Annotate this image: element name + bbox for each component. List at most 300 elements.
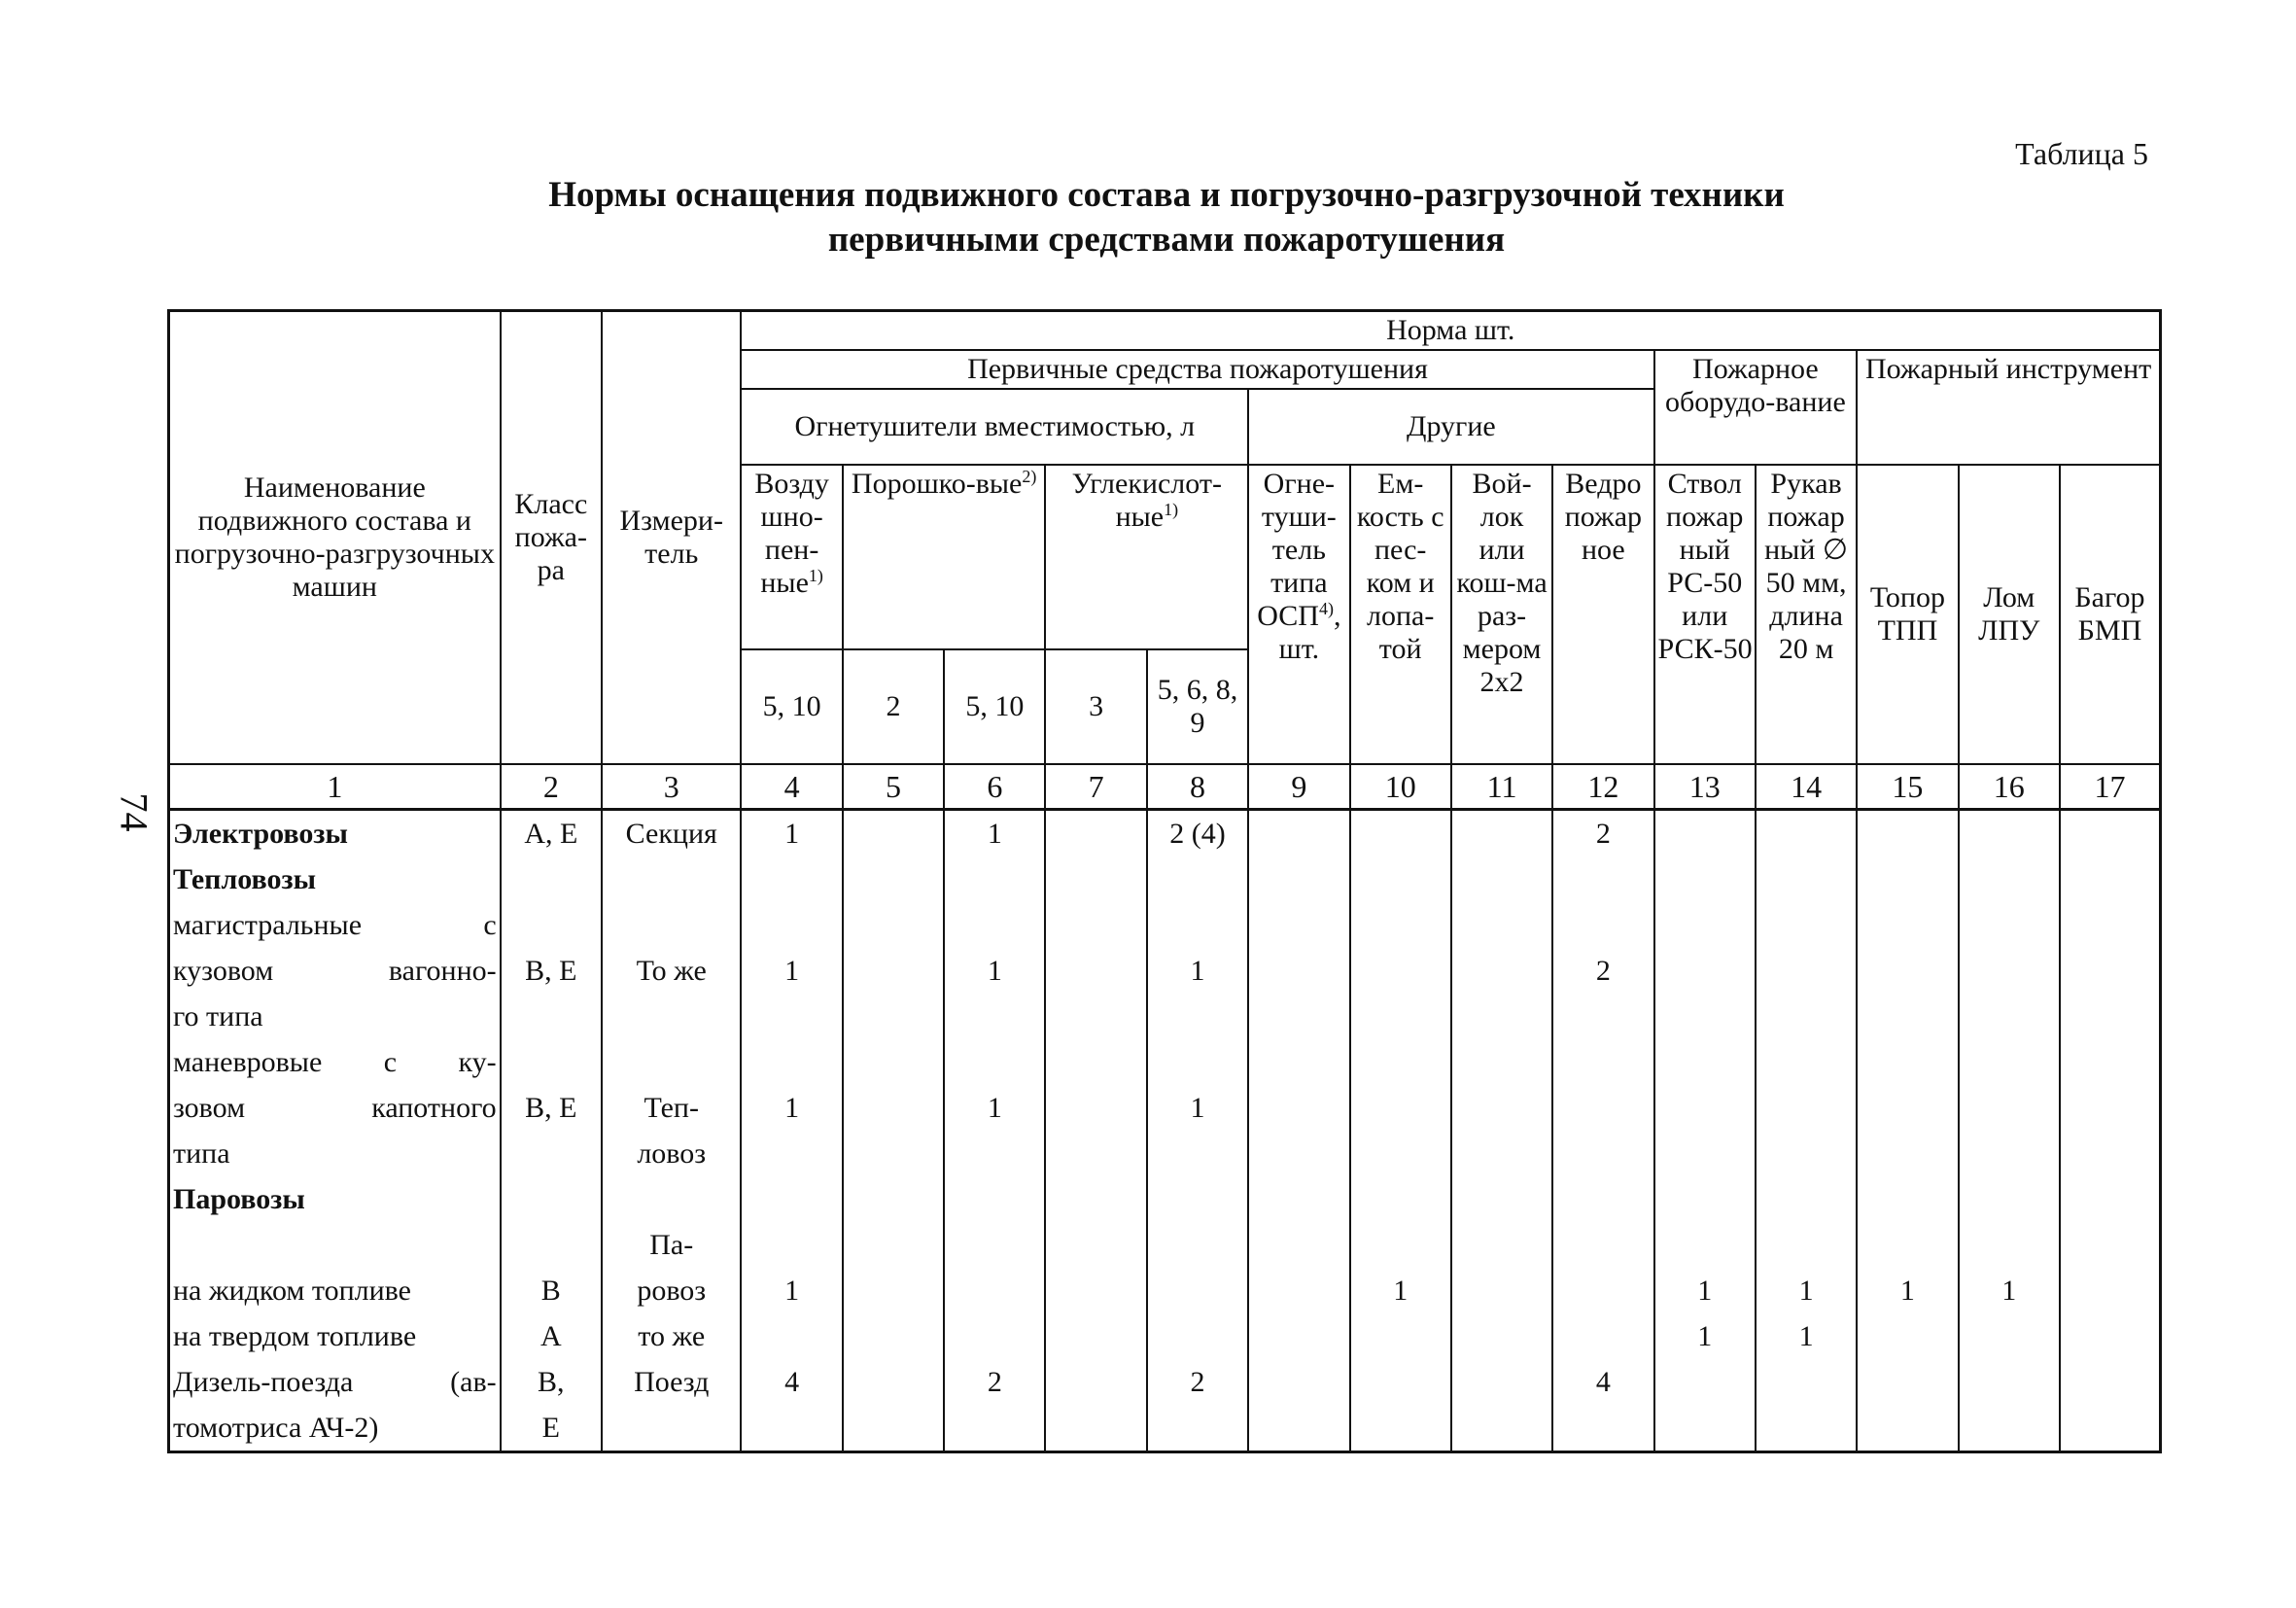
row-name-cell: Паровозы	[169, 1176, 501, 1222]
norm-cell-col-15	[1857, 1085, 1958, 1131]
norm-cell-col-4: 1	[741, 1268, 842, 1313]
norm-cell-col-13	[1654, 1039, 1756, 1085]
header-air-foam-text: Возду шно-пен-ные	[754, 468, 829, 599]
norm-cell-col-9	[1248, 1313, 1349, 1359]
row-measure-cell: ровоз	[602, 1268, 741, 1313]
norm-cell-col-14	[1756, 856, 1857, 902]
norm-cell-col-4	[741, 1313, 842, 1359]
norm-cell-col-12	[1552, 1039, 1653, 1085]
row-measure-cell: Па-	[602, 1222, 741, 1268]
norm-cell-col-13: 1	[1654, 1313, 1756, 1359]
norm-cell-col-17	[2060, 1131, 2161, 1176]
norm-cell-col-8	[1147, 1405, 1248, 1452]
norm-cell-col-14	[1756, 1176, 1857, 1222]
norm-cell-col-6: 1	[944, 1085, 1045, 1131]
row-measure-cell: Секция	[602, 810, 741, 857]
norm-cell-col-16	[1959, 948, 2060, 994]
norm-cell-col-16	[1959, 1131, 2060, 1176]
norm-cell-col-7	[1045, 856, 1146, 902]
norm-cell-col-6: 1	[944, 810, 1045, 857]
norm-cell-col-13: 1	[1654, 1268, 1756, 1313]
header-bucket: Ведро пожар ное	[1552, 465, 1653, 764]
row-name-cell: Тепловозы	[169, 856, 501, 902]
norm-cell-col-4	[741, 1039, 842, 1085]
norm-cell-col-16	[1959, 1176, 2060, 1222]
norm-cell-col-5	[843, 1039, 944, 1085]
norm-cell-col-11	[1451, 1131, 1552, 1176]
norm-cell-col-4	[741, 994, 842, 1039]
norm-cell-col-13	[1654, 1222, 1756, 1268]
header-fire-tools: Пожарный инструмент	[1857, 350, 2160, 465]
column-number: 10	[1350, 764, 1451, 810]
norm-cell-col-11	[1451, 948, 1552, 994]
row-measure-cell: то же	[602, 1313, 741, 1359]
norm-cell-col-4: 1	[741, 1085, 842, 1131]
column-number: 1	[169, 764, 501, 810]
header-osp-unit: , шт.	[1278, 600, 1341, 665]
row-measure-cell: Теп-	[602, 1085, 741, 1131]
norm-cell-col-8	[1147, 1268, 1248, 1313]
header-volume-5: 2	[843, 649, 944, 764]
norm-cell-col-7	[1045, 1085, 1146, 1131]
norm-cell-col-14	[1756, 1405, 1857, 1452]
norm-cell-col-10	[1350, 856, 1451, 902]
norm-cell-col-4	[741, 1405, 842, 1452]
row-measure-cell: ловоз	[602, 1131, 741, 1176]
header-volume-7: 3	[1045, 649, 1146, 764]
norm-cell-col-15	[1857, 1359, 1958, 1405]
norm-cell-col-4	[741, 902, 842, 948]
row-class-cell	[501, 1131, 602, 1176]
norm-cell-col-6	[944, 1176, 1045, 1222]
norm-cell-col-14	[1756, 994, 1857, 1039]
norm-cell-col-8: 1	[1147, 948, 1248, 994]
norm-cell-col-16	[1959, 1222, 2060, 1268]
norm-cell-col-8: 2 (4)	[1147, 810, 1248, 857]
table-row	[169, 1405, 2161, 1452]
table-number: Таблица 5	[2015, 136, 2148, 171]
norm-cell-col-16	[1959, 1405, 2060, 1452]
norm-cell-col-8	[1147, 1176, 1248, 1222]
norm-cell-col-15	[1857, 1405, 1958, 1452]
column-number-row	[169, 764, 2161, 810]
header-air-foam-sup: 1)	[808, 566, 823, 585]
header-volume-4: 5, 10	[741, 649, 842, 764]
norm-cell-col-10	[1350, 1085, 1451, 1131]
norm-cell-col-6	[944, 1131, 1045, 1176]
column-number: 3	[602, 764, 741, 810]
norm-cell-col-10	[1350, 902, 1451, 948]
norm-cell-col-13	[1654, 856, 1756, 902]
norm-cell-col-13	[1654, 1359, 1756, 1405]
norm-cell-col-17	[2060, 1268, 2161, 1313]
table-row	[169, 1085, 2161, 1131]
header-co2-text: Углекислот-ные	[1071, 468, 1222, 533]
norm-cell-col-15	[1857, 994, 1958, 1039]
row-measure-cell	[602, 902, 741, 948]
column-number: 12	[1552, 764, 1653, 810]
column-number: 17	[2060, 764, 2161, 810]
row-class-cell: В,	[501, 1359, 602, 1405]
header-powder	[843, 465, 1046, 649]
row-class-cell	[501, 1222, 602, 1268]
table-row	[169, 1039, 2161, 1085]
row-class-cell	[501, 994, 602, 1039]
header-nozzle: Ствол пожар ный РС-50 или РСК-50	[1654, 465, 1756, 764]
title-line-1: Нормы оснащения подвижного состава и погрузочно-разгрузочной техники	[548, 175, 1785, 215]
norm-cell-col-12	[1552, 902, 1653, 948]
norm-cell-col-6	[944, 1222, 1045, 1268]
norm-cell-col-9	[1248, 1039, 1349, 1085]
norm-cell-col-7	[1045, 994, 1146, 1039]
header-volume-6: 5, 10	[944, 649, 1045, 764]
norm-cell-col-12	[1552, 856, 1653, 902]
header-hook: Багор БМП	[2060, 465, 2161, 764]
norm-cell-col-7	[1045, 1313, 1146, 1359]
norm-cell-col-14: 1	[1756, 1268, 1857, 1313]
norm-cell-col-11	[1451, 810, 1552, 857]
row-name-cell: томотриса АЧ-2)	[169, 1405, 501, 1452]
norm-cell-col-12	[1552, 1313, 1653, 1359]
header-norm: Норма шт.	[741, 311, 2160, 351]
row-class-cell: А	[501, 1313, 602, 1359]
header-name: Наименование подвижного состава и погрузочно-разгрузочных машин	[169, 311, 501, 765]
norm-cell-col-17	[2060, 856, 2161, 902]
table-row	[169, 810, 2161, 857]
norm-cell-col-4	[741, 1222, 842, 1268]
norm-cell-col-15	[1857, 810, 1958, 857]
header-air-foam	[741, 465, 842, 649]
norm-cell-col-12	[1552, 1222, 1653, 1268]
row-name-cell: Электровозы	[169, 810, 501, 857]
norm-cell-col-11	[1451, 994, 1552, 1039]
norm-cell-col-4	[741, 856, 842, 902]
table-row	[169, 948, 2161, 994]
norm-cell-col-5	[843, 1176, 944, 1222]
header-axe: Топор ТПП	[1857, 465, 1958, 764]
norm-cell-col-9	[1248, 1268, 1349, 1313]
norm-cell-col-6: 2	[944, 1359, 1045, 1405]
norm-cell-col-9	[1248, 856, 1349, 902]
norm-cell-col-6	[944, 994, 1045, 1039]
norm-cell-col-17	[2060, 1176, 2161, 1222]
row-name-cell: маневровые с ку-	[169, 1039, 501, 1085]
header-co2	[1045, 465, 1248, 649]
table-row	[169, 856, 2161, 902]
norm-cell-col-13	[1654, 902, 1756, 948]
norm-cell-col-12	[1552, 1176, 1653, 1222]
row-name-cell: кузовом вагонно-	[169, 948, 501, 994]
column-number: 7	[1045, 764, 1146, 810]
norm-cell-col-4: 1	[741, 948, 842, 994]
norm-cell-col-6	[944, 1039, 1045, 1085]
norm-cell-col-17	[2060, 1039, 2161, 1085]
norm-cell-col-16	[1959, 1039, 2060, 1085]
norm-cell-col-8	[1147, 902, 1248, 948]
norm-cell-col-4: 4	[741, 1359, 842, 1405]
norm-cell-col-15: 1	[1857, 1268, 1958, 1313]
norm-cell-col-16	[1959, 902, 2060, 948]
norm-cell-col-11	[1451, 1359, 1552, 1405]
norm-cell-col-9	[1248, 1176, 1349, 1222]
norm-cell-col-14: 1	[1756, 1313, 1857, 1359]
row-name-cell: го типа	[169, 994, 501, 1039]
norm-cell-col-15	[1857, 1131, 1958, 1176]
norm-cell-col-7	[1045, 1268, 1146, 1313]
norm-cell-col-13	[1654, 1085, 1756, 1131]
row-name-cell: на жидком топливе	[169, 1268, 501, 1313]
header-felt: Вой-лок или кош-ма раз-мером 2х2	[1451, 465, 1552, 764]
row-name-cell: зовом капотного	[169, 1085, 501, 1131]
row-class-cell: А, Е	[501, 810, 602, 857]
norm-cell-col-6	[944, 1268, 1045, 1313]
norm-cell-col-12	[1552, 1405, 1653, 1452]
norm-cell-col-9	[1248, 1085, 1349, 1131]
norm-cell-col-12: 4	[1552, 1359, 1653, 1405]
norm-cell-col-14	[1756, 902, 1857, 948]
row-measure-cell: То же	[602, 948, 741, 994]
norm-cell-col-7	[1045, 1176, 1146, 1222]
row-class-cell: В, Е	[501, 948, 602, 994]
norm-cell-col-11	[1451, 1222, 1552, 1268]
norm-cell-col-16	[1959, 1085, 2060, 1131]
norm-cell-col-4	[741, 1131, 842, 1176]
norm-cell-col-16: 1	[1959, 1268, 2060, 1313]
norm-cell-col-9	[1248, 994, 1349, 1039]
norm-cell-col-9	[1248, 948, 1349, 994]
norm-cell-col-17	[2060, 1222, 2161, 1268]
norm-cell-col-14	[1756, 1039, 1857, 1085]
norm-cell-col-15	[1857, 1313, 1958, 1359]
norm-cell-col-14	[1756, 810, 1857, 857]
norm-cell-col-14	[1756, 1085, 1857, 1131]
row-class-cell: Е	[501, 1405, 602, 1452]
norm-cell-col-13	[1654, 994, 1756, 1039]
header-primary: Первичные средства пожаротушения	[741, 350, 1653, 389]
norm-cell-col-7	[1045, 1222, 1146, 1268]
norm-cell-col-9	[1248, 1222, 1349, 1268]
norm-cell-col-7	[1045, 1039, 1146, 1085]
column-number: 16	[1959, 764, 2060, 810]
norm-cell-col-9	[1248, 902, 1349, 948]
table-row	[169, 994, 2161, 1039]
header-osp-text: Огне-туши-тель типа ОСП	[1257, 468, 1337, 632]
norm-cell-col-8	[1147, 1313, 1248, 1359]
row-name-cell: на твердом топливе	[169, 1313, 501, 1359]
column-number: 14	[1756, 764, 1857, 810]
column-number: 9	[1248, 764, 1349, 810]
norm-cell-col-12: 2	[1552, 948, 1653, 994]
norm-cell-col-9	[1248, 1131, 1349, 1176]
norm-cell-col-10	[1350, 1313, 1451, 1359]
norm-cell-col-10: 1	[1350, 1268, 1451, 1313]
row-measure-cell	[602, 1405, 741, 1452]
row-measure-cell	[602, 1039, 741, 1085]
norm-cell-col-15	[1857, 1039, 1958, 1085]
norm-cell-col-17	[2060, 902, 2161, 948]
norm-cell-col-5	[843, 856, 944, 902]
column-number: 5	[843, 764, 944, 810]
header-hose: Рукав пожар ный ∅ 50 мм, длина 20 м	[1756, 465, 1857, 764]
norm-cell-col-14	[1756, 1222, 1857, 1268]
norm-cell-col-16	[1959, 994, 2060, 1039]
row-name-cell: типа	[169, 1131, 501, 1176]
row-class-cell: В	[501, 1268, 602, 1313]
norm-cell-col-10	[1350, 1039, 1451, 1085]
norm-cell-col-12	[1552, 1131, 1653, 1176]
page-number: 74	[112, 792, 157, 832]
norm-cell-col-9	[1248, 810, 1349, 857]
norm-cell-col-15	[1857, 856, 1958, 902]
norm-cell-col-17	[2060, 1085, 2161, 1131]
norm-cell-col-4	[741, 1176, 842, 1222]
norm-cell-col-17	[2060, 948, 2161, 994]
table-row	[169, 1268, 2161, 1313]
table-row	[169, 1222, 2161, 1268]
norm-cell-col-10	[1350, 1405, 1451, 1452]
column-number: 15	[1857, 764, 1958, 810]
row-class-cell	[501, 1176, 602, 1222]
norm-cell-col-5	[843, 1268, 944, 1313]
norm-cell-col-5	[843, 810, 944, 857]
norm-cell-col-6	[944, 1313, 1045, 1359]
norm-cell-col-12	[1552, 1085, 1653, 1131]
column-number: 8	[1147, 764, 1248, 810]
norm-cell-col-6	[944, 902, 1045, 948]
norm-cell-col-5	[843, 1085, 944, 1131]
norm-cell-col-16	[1959, 1359, 2060, 1405]
column-number: 13	[1654, 764, 1756, 810]
header-measure: Измери-тель	[602, 311, 741, 765]
norm-cell-col-13	[1654, 1405, 1756, 1452]
row-measure-cell: Поезд	[602, 1359, 741, 1405]
header-volume-8: 5, 6, 8, 9	[1147, 649, 1248, 764]
row-class-cell	[501, 902, 602, 948]
row-class-cell: В, Е	[501, 1085, 602, 1131]
norm-cell-col-10	[1350, 1359, 1451, 1405]
norm-cell-col-8	[1147, 1039, 1248, 1085]
norm-cell-col-7	[1045, 948, 1146, 994]
table-row	[169, 1131, 2161, 1176]
norm-cell-col-10	[1350, 810, 1451, 857]
norm-cell-col-7	[1045, 902, 1146, 948]
norm-cell-col-8	[1147, 994, 1248, 1039]
title-line-2: первичными средствами пожаротушения	[827, 220, 1506, 260]
norm-cell-col-17	[2060, 994, 2161, 1039]
norm-cell-col-15	[1857, 1176, 1958, 1222]
norm-cell-col-6	[944, 1405, 1045, 1452]
norm-cell-col-14	[1756, 1359, 1857, 1405]
norm-cell-col-14	[1756, 948, 1857, 994]
norm-cell-col-8	[1147, 856, 1248, 902]
table-row	[169, 1359, 2161, 1405]
norm-cell-col-17	[2060, 1313, 2161, 1359]
norm-cell-col-11	[1451, 1313, 1552, 1359]
header-crowbar: Лом ЛПУ	[1959, 465, 2060, 764]
column-number: 2	[501, 764, 602, 810]
norm-cell-col-11	[1451, 902, 1552, 948]
norm-cell-col-12	[1552, 1268, 1653, 1313]
header-class: Класс пожа-ра	[501, 311, 602, 765]
header-osp-sup: 4)	[1318, 599, 1334, 618]
norm-cell-col-6	[944, 856, 1045, 902]
norm-cell-col-8: 2	[1147, 1359, 1248, 1405]
norm-cell-col-10	[1350, 1176, 1451, 1222]
norm-cell-col-5	[843, 1359, 944, 1405]
table-row	[169, 1176, 2161, 1222]
table-row	[169, 1313, 2161, 1359]
header-others: Другие	[1248, 389, 1653, 465]
table-row	[169, 902, 2161, 948]
norm-cell-col-12: 2	[1552, 810, 1653, 857]
row-measure-cell	[602, 994, 741, 1039]
norm-cell-col-5	[843, 1131, 944, 1176]
table-body	[169, 810, 2161, 1452]
norm-cell-col-17	[2060, 1405, 2161, 1452]
norm-cell-col-5	[843, 948, 944, 994]
norm-cell-col-10	[1350, 948, 1451, 994]
norm-cell-col-8	[1147, 1222, 1248, 1268]
norm-cell-col-10	[1350, 994, 1451, 1039]
header-powder-sup: 2)	[1022, 467, 1037, 486]
norm-cell-col-7	[1045, 810, 1146, 857]
norm-cell-col-6: 1	[944, 948, 1045, 994]
column-number: 4	[741, 764, 842, 810]
header-osp	[1248, 465, 1349, 764]
norm-cell-col-11	[1451, 1039, 1552, 1085]
norm-cell-col-11	[1451, 1405, 1552, 1452]
norm-cell-col-8	[1147, 1131, 1248, 1176]
norm-cell-col-16	[1959, 856, 2060, 902]
norm-cell-col-13	[1654, 948, 1756, 994]
norm-cell-col-7	[1045, 1359, 1146, 1405]
norm-cell-col-15	[1857, 948, 1958, 994]
norm-cell-col-5	[843, 902, 944, 948]
norm-cell-col-11	[1451, 856, 1552, 902]
norm-cell-col-5	[843, 1405, 944, 1452]
column-number: 6	[944, 764, 1045, 810]
norm-cell-col-10	[1350, 1222, 1451, 1268]
norm-cell-col-17	[2060, 810, 2161, 857]
norms-table	[167, 309, 2162, 1453]
norm-cell-col-11	[1451, 1268, 1552, 1313]
norm-cell-col-9	[1248, 1405, 1349, 1452]
row-name-cell: магистральные с	[169, 902, 501, 948]
header-co2-sup: 1)	[1164, 500, 1179, 519]
row-name-cell: Дизель-поезда (ав-	[169, 1359, 501, 1405]
norm-cell-col-5	[843, 1222, 944, 1268]
norm-cell-col-12	[1552, 994, 1653, 1039]
norm-cell-col-5	[843, 994, 944, 1039]
norm-cell-col-7	[1045, 1405, 1146, 1452]
norm-cell-col-13	[1654, 1131, 1756, 1176]
row-class-cell	[501, 1039, 602, 1085]
norm-cell-col-10	[1350, 1131, 1451, 1176]
norm-cell-col-13	[1654, 810, 1756, 857]
norm-cell-col-14	[1756, 1131, 1857, 1176]
norm-cell-col-11	[1451, 1085, 1552, 1131]
column-number: 11	[1451, 764, 1552, 810]
norm-cell-col-5	[843, 1313, 944, 1359]
row-class-cell	[501, 856, 602, 902]
header-sand-box: Ем-кость с пес-ком и лопа-той	[1350, 465, 1451, 764]
norm-cell-col-17	[2060, 1359, 2161, 1405]
norm-cell-col-4: 1	[741, 810, 842, 857]
row-measure-cell	[602, 856, 741, 902]
header-powder-text: Порошко-вые	[851, 468, 1023, 500]
norm-cell-col-15	[1857, 902, 1958, 948]
norm-cell-col-9	[1248, 1359, 1349, 1405]
